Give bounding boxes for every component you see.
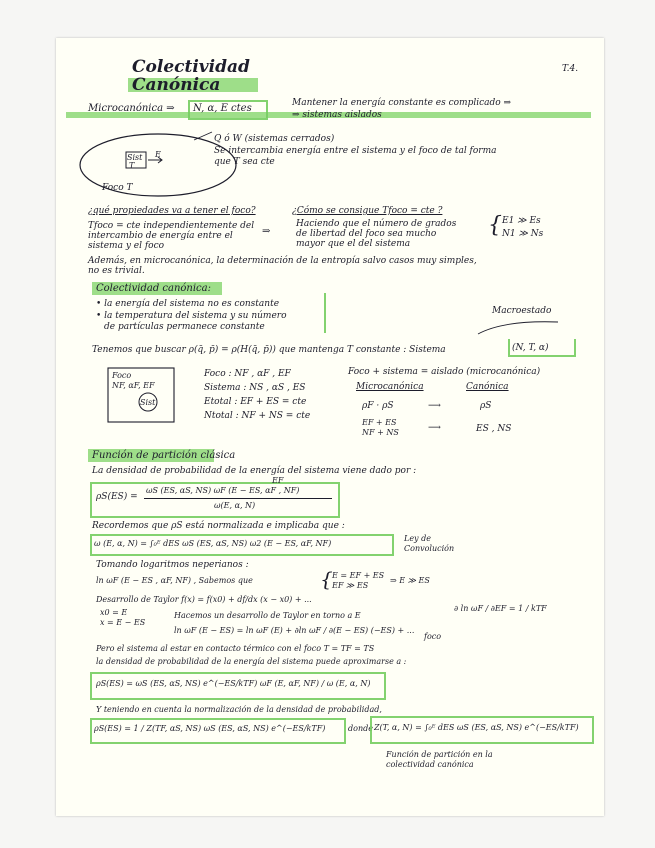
props-answer-2b: de libertad del foco sea mucho: [296, 229, 437, 239]
particion-line-6: la densidad de probabilidad de la energía del sistema puede aproximarse a :: [96, 657, 407, 666]
diagram2-sist: Sist: [140, 398, 156, 407]
canonica-heading: Colectividad canónica:: [96, 283, 211, 294]
props-question-2: ¿Cómo se consigue Tfoco = cte ?: [292, 206, 443, 216]
particion-line-7: Y teniendo en cuenta la normalización de la densidad de probabilidad,: [96, 705, 382, 714]
diagram1-e: E: [155, 150, 161, 159]
props-answer-1b: intercambio de energía entre el: [88, 231, 233, 241]
canonica-bullet-3: de partículas permanece constante: [104, 322, 265, 332]
footnote-1: Función de partición en la: [386, 750, 493, 759]
eq3-brace: {: [320, 567, 333, 591]
notebook-page: [56, 38, 604, 816]
diagram1-q: Q ó W (sistemas cerrados): [214, 134, 335, 144]
taylor-fraction: ∂ ln ωF / ∂EF = 1 / kTF: [454, 604, 547, 613]
diagram2-canon: Canónica: [466, 382, 509, 392]
diagram2-rho-s: ρS: [480, 401, 492, 411]
diagram1-foco: Foco T: [102, 183, 133, 193]
props-answer-1c: sistema y el foco: [88, 241, 165, 251]
eq6-donde: donde: [348, 724, 373, 733]
diagram2-micro: Microcanónica: [356, 382, 424, 392]
ademas-line-2: no es trivial.: [88, 266, 145, 276]
eq3-cond-3: ⇒ E ≫ ES: [390, 576, 430, 585]
particion-line-5: Pero el sistema al estar en contacto térmico con el foco T = TF = TS: [96, 644, 375, 653]
props-arrow: ⇒: [262, 226, 271, 237]
macroestado-pointer: [474, 316, 564, 336]
micro-note-1: Mantener la energía constante es complicado ⇒: [292, 98, 512, 108]
taylor-desc: Hacemos un desarrollo de Taylor en torno a E: [174, 611, 361, 620]
particion-line-2: Recordemos que ρS está normalizada e implicaba que :: [92, 521, 345, 531]
macrostate-value: (N, T, α): [512, 343, 549, 353]
eq3-cond-1: E = EF + ES: [332, 571, 385, 580]
micro-boxed-text: N, α, E ctes: [193, 103, 252, 114]
diagram2-row-2: Sistema : NS , αS , ES: [204, 383, 306, 393]
eq6b: Z(T, α, N) = ∫₀ᴱ dES ωS (ES, αS, NS) e^(−ES/kTF): [374, 723, 579, 732]
diagram2-row-3: Etotal : EF + ES = cte: [204, 397, 307, 407]
diagram2-es-ns: ES , NS: [476, 424, 512, 434]
props-cond-1: E1 ≫ Es: [502, 216, 541, 226]
eq6a: ρS(ES) = 1 / Z(TF, αS, NS) ωS (ES, αS, NS) e^(−ES/kTF): [94, 724, 326, 733]
eq1-denominator: ω(E, α, N): [214, 501, 256, 510]
diagram1-desc-2: que T sea cte: [214, 157, 275, 167]
eq4: ln ωF (E − ES) = ln ωF (E) + ∂ln ωF / ∂(E − ES) (−ES) + ...: [174, 626, 415, 635]
eq2: ω (E, α, N) = ∫₀ᴱ dES ωS (ES, αS, NS) ω2 (E − ES, αF, NF): [94, 539, 332, 548]
title-line1: Colectividad: [132, 57, 250, 77]
eq1-fraction-bar: [144, 498, 332, 499]
diagram2-n-sum: NF + NS: [362, 428, 399, 437]
micro-label: Microcanónica ⇒: [88, 103, 175, 114]
diagram2-arrow-2: ⟶: [428, 423, 441, 433]
eq2-note-2: Convolución: [404, 544, 455, 553]
diagram1-t: T: [129, 161, 135, 170]
eq3-cond-2: EF ≫ ES: [332, 581, 369, 590]
title-line2: Canónica: [132, 75, 221, 95]
diagram2-arrow-1: ⟶: [428, 401, 441, 411]
diagram2-row-1: Foco : NF , αF , EF: [204, 369, 291, 379]
page-initials: T.4.: [562, 64, 579, 74]
eq2-note-1: Ley de: [404, 534, 431, 543]
diagram2-foco: Foco: [112, 371, 132, 380]
diagram2-side-1: Foco + sistema = aislado (microcanónica): [348, 367, 541, 377]
props-answer-1a: Tfoco = cte independientemente del: [88, 221, 255, 231]
particion-line-3: Tomando logaritmos neperianos :: [96, 560, 249, 570]
eq5: ρS(ES) = ωS (ES, αS, NS) e^(−ES/kTF) ωF (E, αF, NF) / ω (E, α, N): [96, 679, 371, 688]
buscar-text: Tenemos que buscar ρ(q̄, p̄) = ρ(H(q̄, p̄)) que mantenga T constante : Sistema: [92, 345, 446, 355]
taylor-line: Desarrollo de Taylor f(x) = f(x0) + df/dx (x − x0) + ...: [96, 595, 312, 604]
props-question-1: ¿qué propiedades va a tener el foco?: [88, 206, 256, 216]
props-brace: {: [488, 213, 502, 238]
eq1-numerator: ωS (ES, αS, NS) ωF (E − ES, αF , NF): [146, 486, 300, 495]
particion-heading: Función de partición clásica: [92, 450, 236, 461]
particion-line-1: La densidad de probabilidad de la energía del sistema viene dado por :: [92, 466, 417, 476]
diagram1-sist: Sist: [127, 153, 143, 162]
taylor-x: x = E − ES: [100, 618, 146, 627]
diagram2-row-4: Ntotal : NF + NS = cte: [204, 411, 311, 421]
taylor-x0: x0 = E: [100, 608, 128, 617]
micro-note-2: ⇒ sistemas aislados: [292, 110, 382, 120]
props-answer-2c: mayor que el del sistema: [296, 239, 411, 249]
eq3: ln ωF (E − ES , αF, NF) , Sabemos que: [96, 576, 253, 585]
props-answer-2a: Haciendo que el número de grados: [296, 219, 457, 229]
macroestado-label: Macroestado: [492, 306, 552, 316]
diagram1-desc-1: Se intercambia energía entre el sistema y el foco de tal forma: [214, 146, 497, 156]
diagram2-rho-product: ρF · ρS: [362, 401, 394, 411]
eq1-overbrace: EF: [272, 476, 284, 485]
diagram2-foco-vars: NF, αF, EF: [112, 381, 155, 390]
footnote-2: colectividad canónica: [386, 760, 474, 769]
ademas-line-1: Además, en microcanónica, la determinación de la entropía salvo casos muy simples,: [88, 256, 477, 266]
eq4-tag: foco: [424, 632, 442, 641]
diagram2-energy-sum: EF + ES: [362, 418, 397, 427]
eq1-lhs: ρS(ES) =: [96, 492, 138, 502]
canonica-bullet-2: • la temperatura del sistema y su número: [96, 311, 287, 321]
props-cond-2: N1 ≫ Ns: [502, 229, 544, 239]
canonica-bullet-1: • la energía del sistema no es constante: [96, 299, 280, 309]
